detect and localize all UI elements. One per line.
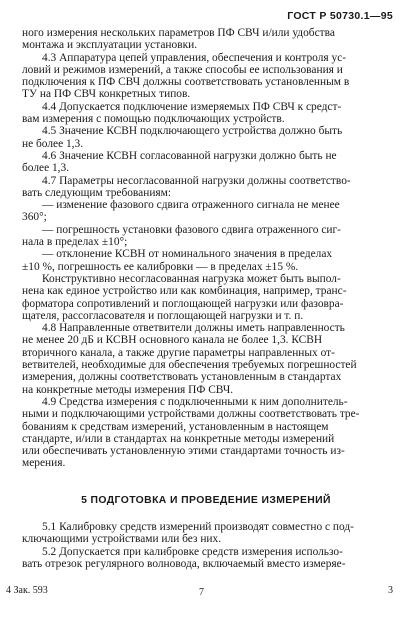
text-line: не более 1,3. [22,137,84,150]
section-5-text [22,521,390,570]
text-line: щателя, рассогласователя и поглощающей нагрузки и т. п. [22,309,304,322]
text-line: стандарте, и/или в стандартах на конкретные методы измерений [22,432,335,445]
text-line: Конструктивно несогласованная нагрузка может быть выпол- [42,272,341,285]
text-line: — отклонение КСВН от номинального значения в пределах [42,248,333,261]
standard-header: ГОСТ Р 50730.1—95 [287,10,393,22]
text-line: — изменение фазового сдвига отраженного сигнала не менее [42,199,340,212]
text-line: ловий и режимов измерений, а также способы ее использования и [22,63,343,76]
text-line: не менее 20 дБ и КСВН основного канала не более 1,3. КСВН [22,334,323,347]
text-line: 360°; [22,211,47,224]
text-line: ±10 %, погрешность ее калибровки — в пределах ±15 %. [22,260,299,273]
text-line: 4.7 Параметры несогласованной нагрузки должны соответство- [42,174,351,187]
text-line: вторичного канала, а также другие параметры направленных от- [22,346,335,359]
text-line: 4.5 Значение КСВН подключающего устройства должно быть [42,125,343,138]
text-line: мерения. [22,457,66,470]
text-line: ТУ на ПФ СВЧ конкретных типов. [22,88,191,101]
text-line: или обеспечивать установленную этими стандартами точность из- [22,445,345,458]
text-line: более 1,3. [22,162,70,175]
section-4-text [22,27,390,470]
section-5-title: 5 ПОДГОТОВКА И ПРОВЕДЕНИЕ ИЗМЕРЕНИЙ [81,495,331,506]
page-footer [0,585,407,599]
sheet-number: 7 [199,587,204,598]
text-line: вать следующим требованиям: [22,186,172,199]
text-line: измерения, должны соответствовать установленным в стандартах [22,371,342,384]
text-line: бованиям к средствам измерений, установленным в настоящем [22,420,329,433]
text-line: — погрешность установки фазового сдвига отраженного сиг- [42,223,341,236]
text-line: монтажа и эксплуатации установки. [22,39,198,52]
text-line: подключения к ПФ СВЧ должны соответствовать установленным в [22,76,350,89]
text-line: 4.4 Допускается подключение измеряемых ПФ СВЧ к средст- [42,100,342,113]
text-line: ключающими устройствами или без них. [22,533,222,546]
text-line: форматора сопротивлений и поглощающей нагрузки или фазовра- [22,297,344,310]
text-line: нена как единое устройство или как комбинация, например, транс- [22,285,347,298]
page-number: 3 [388,585,393,596]
text-line: 4.9 Средства измерения с подключенными к ним дополнитель- [42,395,348,408]
text-line: 4.3 Аппаратура цепей управления, обеспечения и контроля ус- [42,51,347,64]
text-line: нала в пределах ±10°; [22,236,128,249]
text-line: ными и подключающими устройствами должны соответствовать тре- [22,408,360,421]
text-line: 4.8 Направленные ответвители должны иметь направленность [42,322,345,335]
text-line: вать отрезок регулярного волновода, включаемый вместо измеряе- [22,557,346,570]
text-line: ного измерения нескольких параметров ПФ СВЧ и/или удобства [22,27,335,39]
text-line: 5.2 Допускается при калибровке средств измерения использо- [42,545,343,558]
text-line: 4.6 Значение КСВН согласованной нагрузки должно быть не [42,149,337,162]
order-number: 4 Зак. 593 [6,585,48,596]
text-line: на конкретные методы измерения ПФ СВЧ. [22,383,234,396]
text-line: вам измерения с помощью подключающих устройств. [22,113,285,126]
text-line: ветвителей, необходимые для обеспечения требуемых погрешностей [22,359,357,372]
text-line: 5.1 Калибровку средств измерений производят совместно с под- [42,521,354,533]
